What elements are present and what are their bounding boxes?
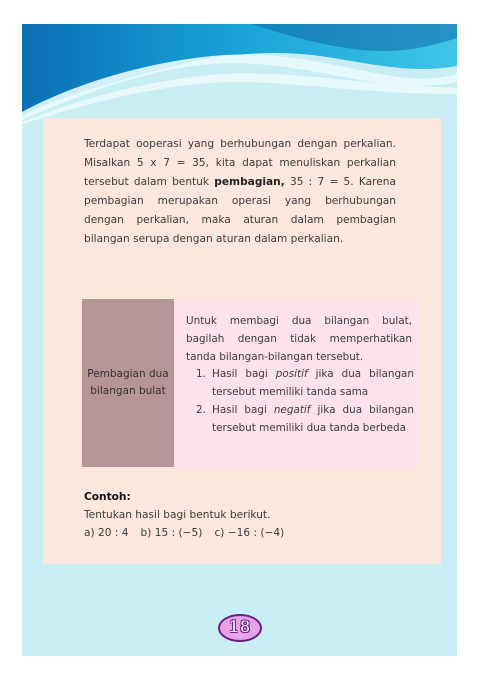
rule-list [196,365,414,437]
problem-a: a) 20 : 4 [84,527,129,539]
rule-intro: Untuk membagi dua bilangan bulat, bagilah dengan tidak memperhatikan tanda bilangan-bilangan tersebut. [186,315,412,363]
rule-item-negative: 2. Hasil bagi negatif jika dua bilangan tersebut memiliki dua tanda berbeda [196,404,414,434]
intro-paragraph: Terdapat ooperasi yang berhubungan dengan perkalian. Misalkan 5 x 7 = 35, kita dapat menuliskan perkalian tersebut dalam bentuk pembagian, 35 : 7 = 5. Karena pembagian merupakan operasi yang berhubungan dengan perkalian, maka aturan dalam pembagian bilangan serupa dengan aturan dalam perkalian. [84,138,396,245]
page [22,24,457,656]
example-instruction: Tentukan hasil bagi bentuk berikut. [84,509,271,521]
rule-label: Pembagian dua bilangan bulat [82,299,174,467]
keyword-pembagian: pembagian, [214,176,285,188]
rule-body [174,299,420,467]
rule-item-positive: 1. Hasil bagi positif jika dua bilangan tersebut memiliki tanda sama [196,368,414,398]
example-section [84,488,414,542]
problem-c: c) −16 : (−4) [214,527,285,539]
example-problems [84,524,414,542]
page-number-text: 18 [228,617,252,636]
page-number [217,613,263,643]
rule-box [82,299,420,467]
content-panel [43,118,441,564]
problem-b: b) 15 : (−5) [140,527,203,539]
example-title: Contoh: [84,491,131,503]
header-wave-decoration [22,24,457,124]
